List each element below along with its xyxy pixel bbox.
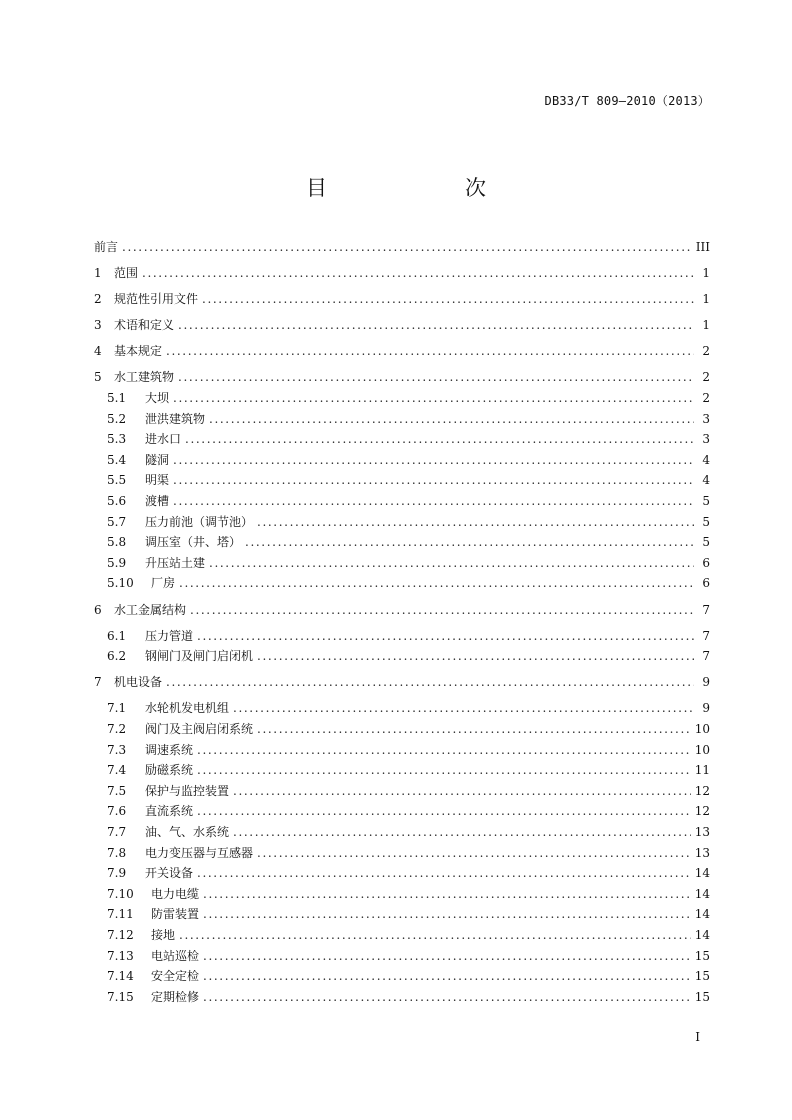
toc-entry-page: 13 — [694, 845, 710, 860]
toc-entry-page: 12 — [694, 783, 710, 798]
toc-entry-page: 2 — [702, 344, 710, 359]
toc-leader-dots — [245, 532, 694, 553]
toc-entry-number: 7.3 — [107, 742, 127, 757]
toc-entry-number: 5.5 — [107, 473, 127, 488]
toc-leader-dots — [173, 388, 694, 409]
toc-entry[interactable] — [94, 760, 710, 781]
toc-leader-dots — [209, 553, 694, 574]
toc-entry-label: 励磁系统 — [145, 763, 194, 778]
toc-leader-dots — [190, 600, 694, 621]
toc-entry-label: 水工建筑物 — [114, 370, 175, 385]
toc-entry-label: 接地 — [151, 927, 176, 942]
toc-entry[interactable] — [94, 801, 710, 822]
toc-entry-number: 5.4 — [107, 452, 127, 467]
toc-entry-page: 14 — [694, 927, 710, 942]
toc-entry[interactable] — [94, 822, 710, 843]
toc-entry-number: 7 — [94, 675, 102, 690]
toc-entry[interactable] — [94, 781, 710, 802]
toc-leader-dots — [173, 491, 694, 512]
toc-entry-number: 4 — [94, 344, 102, 359]
toc-entry-label: 电站巡检 — [151, 948, 200, 963]
toc-entry-number: 7.14 — [107, 969, 134, 984]
toc-entry-label: 阀门及主阀启闭系统 — [145, 721, 254, 736]
toc-entry-page: 1 — [702, 266, 710, 281]
toc-leader-dots — [173, 450, 694, 471]
toc-entry[interactable] — [94, 341, 710, 362]
toc-entry-page: 10 — [694, 742, 710, 757]
toc-leader-dots — [203, 904, 691, 925]
toc-entry-page: 4 — [702, 473, 710, 488]
toc-entry-label: 电力电缆 — [151, 886, 200, 901]
toc-entry[interactable] — [94, 626, 710, 647]
toc-entry-number: 5.6 — [107, 494, 127, 509]
toc-entry[interactable] — [94, 263, 710, 284]
standard-code: DB33/T 809—2010（2013） — [544, 94, 710, 108]
toc-entry[interactable] — [94, 925, 710, 946]
toc-entry-page: 5 — [702, 514, 710, 529]
toc-leader-dots — [202, 289, 694, 310]
toc-leader-dots — [233, 822, 691, 843]
toc-entry-page: 3 — [702, 432, 710, 447]
toc-entry-number: 5 — [94, 370, 102, 385]
toc-entry-label: 保护与监控装置 — [145, 783, 230, 798]
toc-entry[interactable] — [94, 315, 710, 336]
toc-entry-label: 泄洪建筑物 — [145, 411, 206, 426]
toc-entry[interactable] — [94, 553, 710, 574]
toc-entry-page: 15 — [694, 989, 710, 1004]
toc-entry-page: 9 — [702, 675, 710, 690]
toc-entry-label: 水工金属结构 — [114, 602, 187, 617]
toc-entry-number: 5.1 — [107, 391, 127, 406]
toc-entry[interactable] — [94, 884, 710, 905]
toc-entry[interactable] — [94, 450, 710, 471]
toc-entry-number: 7.6 — [107, 804, 127, 819]
toc-entry-label: 油、气、水系统 — [145, 824, 230, 839]
toc-entry-label: 水轮机发电机组 — [145, 701, 230, 716]
toc-entry-number: 7.10 — [107, 886, 134, 901]
toc-entry-page: 5 — [702, 494, 710, 509]
toc-entry-label: 机电设备 — [114, 675, 163, 690]
toc-entry-label: 直流系统 — [145, 804, 194, 819]
toc-leader-dots — [185, 429, 694, 450]
toc-entry-page: 14 — [694, 907, 710, 922]
toc-entry[interactable] — [94, 388, 710, 409]
toc-entry[interactable] — [94, 512, 710, 533]
toc-entry-page: 13 — [694, 824, 710, 839]
toc-entry-label: 安全定检 — [151, 969, 200, 984]
toc-entry-page: 2 — [702, 370, 710, 385]
toc-leader-dots — [257, 843, 691, 864]
toc-entry-label: 电力变压器与互感器 — [145, 845, 254, 860]
toc-entry[interactable] — [94, 672, 710, 693]
toc-entry-number: 5.2 — [107, 411, 127, 426]
toc-leader-dots — [197, 863, 691, 884]
toc-entry[interactable] — [94, 532, 710, 553]
toc-leader-dots — [166, 341, 694, 362]
toc-leader-dots — [142, 263, 694, 284]
toc-entry-number: 5.3 — [107, 432, 127, 447]
toc-entry-number: 7.1 — [107, 701, 127, 716]
toc-entry[interactable] — [94, 491, 710, 512]
toc-entry-number: 7.11 — [107, 907, 134, 922]
toc-entry-number: 5.7 — [107, 514, 127, 529]
toc-entry-page: III — [695, 240, 710, 254]
toc-entry-number: 7.2 — [107, 721, 127, 736]
toc-entry-label: 钢闸门及闸门启闭机 — [145, 649, 254, 664]
toc-entry[interactable] — [94, 646, 710, 667]
toc-entry[interactable] — [94, 946, 710, 967]
toc-entry-number: 7.5 — [107, 783, 127, 798]
toc-leader-dots — [233, 698, 694, 719]
toc-entry-page: 1 — [702, 292, 710, 307]
toc-leader-dots — [257, 646, 694, 667]
toc-entry-number: 6.2 — [107, 649, 127, 664]
toc-entry-label: 升压站土建 — [145, 555, 206, 570]
toc-entry-number: 7.7 — [107, 824, 127, 839]
toc-entry-number: 6 — [94, 602, 102, 617]
toc-entry-label: 定期检修 — [151, 989, 200, 1004]
toc-entry-page: 5 — [702, 535, 710, 550]
toc-entry-page: 3 — [702, 411, 710, 426]
toc-entry-page: 9 — [702, 701, 710, 716]
toc-entry-page: 1 — [702, 318, 710, 333]
toc-entry[interactable] — [94, 843, 710, 864]
toc-entry-label: 明渠 — [145, 473, 170, 488]
toc-entry-label: 调速系统 — [145, 742, 194, 757]
toc-leader-dots — [209, 409, 694, 430]
toc-entry[interactable] — [94, 740, 710, 761]
toc-entry-page: 6 — [702, 576, 710, 591]
toc-entry[interactable] — [94, 904, 710, 925]
toc-entry-number: 6.1 — [107, 628, 127, 643]
page-number: I — [695, 1030, 700, 1044]
toc-entry[interactable] — [94, 429, 710, 450]
toc-leader-dots — [257, 512, 694, 533]
toc-entry[interactable] — [94, 600, 710, 621]
toc-entry-label: 开关设备 — [145, 866, 194, 881]
toc-entry-page: 15 — [694, 948, 710, 963]
toc-entry-number: 2 — [94, 292, 102, 307]
toc-entry[interactable] — [94, 719, 710, 740]
toc-entry-number: 7.9 — [107, 866, 127, 881]
toc-entry-number: 5.8 — [107, 535, 127, 550]
toc-leader-dots — [166, 672, 694, 693]
toc-entry-page: 7 — [702, 649, 710, 664]
toc-leader-dots — [197, 801, 691, 822]
toc-entry[interactable] — [94, 987, 710, 1008]
toc-entry-number: 7.13 — [107, 948, 134, 963]
toc-entry-label: 范围 — [114, 266, 139, 281]
toc-leader-dots — [197, 740, 691, 761]
toc-entry-page: 6 — [702, 555, 710, 570]
toc-entry[interactable] — [94, 698, 710, 719]
toc-entry-page: 2 — [702, 391, 710, 406]
toc-entry[interactable] — [94, 409, 710, 430]
toc-entry-label: 厂房 — [151, 576, 176, 591]
toc-leader-dots — [179, 925, 691, 946]
toc-leader-dots — [203, 987, 691, 1008]
toc-entry-page: 14 — [694, 866, 710, 881]
toc-leader-dots — [203, 884, 691, 905]
toc-entry-label: 大坝 — [145, 391, 170, 406]
toc-leader-dots — [233, 781, 691, 802]
toc-entry-page: 14 — [694, 886, 710, 901]
toc-entry-label: 防雷装置 — [151, 907, 200, 922]
toc-entry-label: 前言 — [94, 240, 119, 254]
toc-leader-dots — [203, 946, 691, 967]
toc-entry-page: 10 — [694, 721, 710, 736]
toc-leader-dots — [203, 966, 691, 987]
toc-entry[interactable] — [94, 573, 710, 594]
toc-entry-number: 7.4 — [107, 763, 127, 778]
toc-entry-page: 7 — [702, 602, 710, 617]
toc-leader-dots — [179, 573, 694, 594]
page-title: 目 次 — [306, 176, 518, 200]
table-of-contents — [94, 237, 710, 1007]
toc-entry-page: 12 — [694, 804, 710, 819]
toc-entry-number: 7.12 — [107, 927, 134, 942]
toc-entry-number: 1 — [94, 266, 102, 281]
toc-entry-label: 规范性引用文件 — [114, 292, 199, 307]
toc-entry[interactable] — [94, 289, 710, 310]
toc-entry-page: 4 — [702, 452, 710, 467]
toc-leader-dots — [178, 315, 694, 336]
toc-entry-number: 5.9 — [107, 555, 127, 570]
toc-entry-label: 术语和定义 — [114, 318, 175, 333]
toc-leader-dots — [257, 719, 691, 740]
toc-entry[interactable] — [94, 367, 710, 388]
toc-entry-page: 15 — [694, 969, 710, 984]
toc-leader-dots — [122, 237, 692, 258]
toc-entry-label: 隧洞 — [145, 452, 170, 467]
toc-entry-number: 5.10 — [107, 576, 134, 591]
toc-entry-label: 压力前池（调节池） — [145, 514, 254, 529]
toc-entry-number: 7.8 — [107, 845, 127, 860]
toc-entry-number: 3 — [94, 318, 102, 333]
toc-entry-label: 基本规定 — [114, 344, 163, 359]
toc-entry-label: 渡槽 — [145, 494, 170, 509]
toc-entry-page: 11 — [694, 763, 710, 778]
toc-entry[interactable] — [94, 966, 710, 987]
toc-leader-dots — [178, 367, 694, 388]
toc-entry-number: 7.15 — [107, 989, 134, 1004]
toc-leader-dots — [197, 760, 691, 781]
toc-entry-label: 调压室（井、塔） — [145, 535, 242, 550]
toc-entry-page: 7 — [702, 628, 710, 643]
toc-entry[interactable] — [94, 237, 710, 258]
toc-leader-dots — [197, 626, 694, 647]
toc-entry-label: 进水口 — [145, 432, 182, 447]
toc-leader-dots — [173, 470, 694, 491]
toc-entry[interactable] — [94, 470, 710, 491]
toc-entry[interactable] — [94, 863, 710, 884]
toc-entry-label: 压力管道 — [145, 628, 194, 643]
